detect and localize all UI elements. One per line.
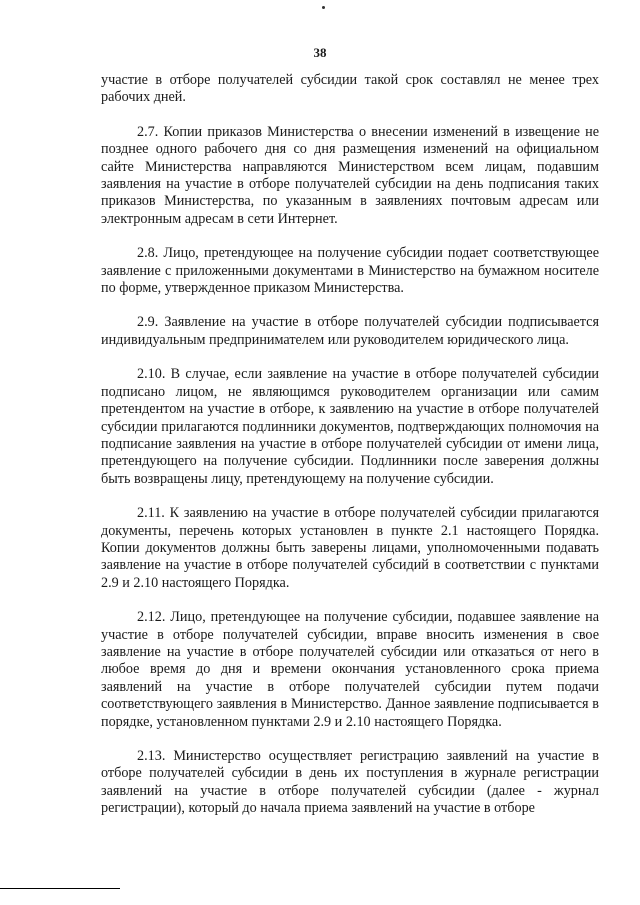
paragraph-2-8: 2.8. Лицо, претендующее на получение субсидии подает соответствующее заявление с приложенными документами в Министерство на бумажном носителе по форме, утвержденное приказом Министерства. (101, 245, 599, 297)
paragraph-2-11: 2.11. К заявлению на участие в отборе получателей субсидии прилагаются документы, перечень которых установлен в пункте 2.1 настоящего Порядка. Копии документов должны быть заверены лицами, уполномоченными подавать заявление на участие в отборе получателей субсидий в соответствии с пунктами 2.9 и 2.10 настоящего Порядка. (101, 505, 599, 591)
paragraph-2-7: 2.7. Копии приказов Министерства о внесении изменений в извещение не позднее одного рабочего дня со дня размещения изменений на официальном сайте Министерства направляются Министерством всем лицам, подавшим заявления на участие в отборе получателей субсидии на день подписания таких приказов Министерства, по указанным в заявлениях почтовым адресам или электронным адресам в сети Интернет. (101, 123, 599, 227)
paragraph-continuation: участие в отборе получателей субсидии такой срок составлял не менее трех рабочих дней. (101, 72, 599, 106)
page-number: 38 (313, 45, 327, 60)
document-body (101, 72, 599, 835)
scan-dot (322, 6, 325, 9)
paragraph-2-13: 2.13. Министерство осуществляет регистрацию заявлений на участие в отборе получателей субсидии в день их поступления в журнале регистрации заявлений на участие в отборе получателей субсидии (далее - журнал регистрации), который до начала приема заявлений на участие в отборе (101, 748, 599, 817)
paragraph-2-12: 2.12. Лицо, претендующее на получение субсидии, подавшее заявление на участие в отборе получателей субсидии, вправе вносить изменения в свое заявление на участие в отборе получателей субсидии или отказаться от него в любое время до дня и времени окончания установленного срока приема заявлений на участие в отборе получателей субсидии путем подачи соответствующего заявления в Министерство. Данное заявление подписывается в порядке, установленном пунктами 2.9 и 2.10 настоящего Порядка. (101, 609, 599, 730)
paragraph-2-9: 2.9. Заявление на участие в отборе получателей субсидии подписывается индивидуальным предпринимателем или руководителем юридического лица. (101, 314, 599, 348)
footer-divider (0, 888, 120, 889)
paragraph-2-10: 2.10. В случае, если заявление на участие в отборе получателей субсидии подписано лицом, не являющимся руководителем организации или самим претендентом на участие в отборе, к заявлению на участие в отборе получателей субсидии прилагаются подлинники документов, подтверждающих полномочия на подписание заявления на участие в отборе получателей субсидии от имени лица, претендующего на получение субсидии. Подлинники после заверения должны быть возвращены лицу, претендующему на получение субсидии. (101, 366, 599, 487)
